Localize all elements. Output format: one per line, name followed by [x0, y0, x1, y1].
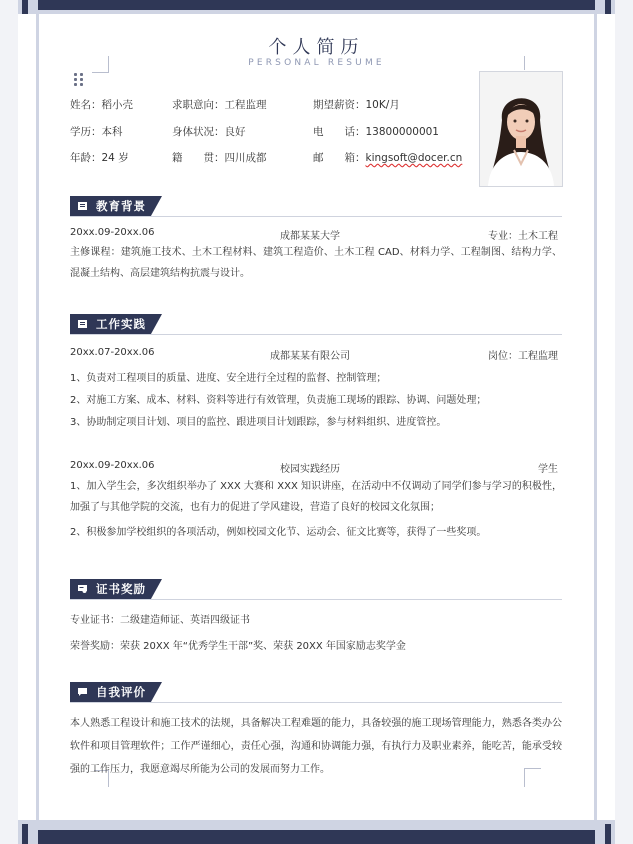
- right-rule: [594, 14, 597, 820]
- bottom-band: [18, 820, 615, 844]
- section-certs-title: 证书奖励: [96, 582, 146, 596]
- practice-item-2: 2、积极参加学校组织的各项活动，例如校园文化节、运动会、征文比赛等，获得了一些奖项。: [70, 527, 487, 538]
- list-icon: [78, 320, 87, 328]
- job-duty: 1、负责对工程项目的质量、进度、安全进行全过程的监督、控制管理；: [70, 373, 387, 384]
- info-degree: 学历：本科: [70, 126, 123, 138]
- job-duty: 2、对施工方案、成本、材料、资料等进行有效管理，负责施工现场的跟踪、协调、问题处理；: [70, 395, 487, 406]
- dots-icon: [74, 73, 84, 87]
- email-link[interactable]: kingsoft@docer.cn: [365, 152, 463, 164]
- info-age: 年龄：24 岁: [70, 152, 129, 164]
- info-salary: 期望薪资：10K/月: [313, 99, 400, 111]
- education-courses: 主修课程：建筑施工技术、土木工程材料、建筑工程造价、土木工程 CAD、材料力学、工程制图、结构力学、混凝土结构、高层建筑结构抗震与设计。: [70, 247, 562, 279]
- info-origin: [172, 150, 267, 165]
- job-org: 成都某某有限公司: [270, 351, 350, 362]
- left-rule: [36, 14, 39, 820]
- education-school: 成都某某大学: [280, 231, 340, 242]
- section-divider: [70, 216, 562, 217]
- chat-icon: [78, 688, 87, 696]
- practice-role: 学生: [538, 464, 558, 475]
- page-title: 个人简历: [268, 37, 365, 58]
- section-education-title: 教育背景: [96, 199, 146, 213]
- job-role: 岗位：工程监理: [488, 351, 558, 362]
- section-divider: [70, 599, 562, 600]
- education-date: 20xx.09-20xx.06: [70, 227, 155, 238]
- email-label: 邮 箱：: [313, 152, 366, 164]
- cert-honors: 荣誉奖励：荣获 20XX 年“优秀学生干部”奖、荣获 20XX 年国家励志奖学金: [70, 641, 406, 652]
- section-work-title: 工作实践: [96, 317, 146, 331]
- origin-label: 籍 贯：: [172, 152, 225, 164]
- cert-professional: 专业证书：二级建造师证、英语四级证书: [70, 615, 250, 626]
- info-health: 身体状况：良好: [172, 126, 246, 138]
- top-band: [18, 0, 615, 14]
- corner-mark-top-left: [92, 56, 109, 73]
- education-major: 专业：土木工程: [488, 231, 558, 242]
- phone-value: 13800000001: [365, 126, 439, 138]
- info-email: [313, 150, 462, 165]
- practice-item-1: 1、加入学生会，多次组织举办了 XXX 大赛和 XXX 知识讲座，在活动中不仅调动了同学们参与学习的积极性，加强了与其他学院的交流，也有力的促进了学风建设，营造了良好的校园文化氛围；: [70, 481, 562, 513]
- info-intention: 求职意向：工程监理: [172, 99, 267, 111]
- book-icon: [78, 202, 87, 210]
- section-divider: [70, 334, 562, 335]
- phone-label: 电 话：: [313, 126, 366, 138]
- job-duty: 3、协助制定项目计划、项目的监控、跟进项目计划跟踪，参与材料组织、进度管控。: [70, 417, 447, 428]
- profile-photo: [479, 71, 563, 187]
- certificate-icon: [78, 585, 87, 593]
- info-name: 姓名：稻小壳: [70, 99, 133, 111]
- origin-value: 四川成都: [224, 152, 267, 164]
- page-subtitle: PERSONAL RESUME: [248, 58, 385, 68]
- job-date: 20xx.07-20xx.06: [70, 347, 155, 358]
- practice-org: 校园实践经历: [280, 464, 340, 475]
- practice-date: 20xx.09-20xx.06: [70, 460, 155, 471]
- section-divider: [70, 702, 562, 703]
- corner-mark-top-right: [524, 56, 539, 70]
- info-phone: [313, 124, 439, 139]
- self-evaluation-text: 本人熟悉工程设计和施工技术的法规，具备解决工程难题的能力，具备较强的施工现场管理能力，熟悉各类办公软件和项目管理软件；工作严谨细心，责任心强，沟通和协调能力强，有执行力及职业素养，能吃苦，能承受较强的工作压力，我愿意竭尽所能为公司的发展而努力工作。: [70, 718, 562, 775]
- portrait-photo-icon: [480, 72, 562, 186]
- section-self-title: 自我评价: [96, 685, 146, 699]
